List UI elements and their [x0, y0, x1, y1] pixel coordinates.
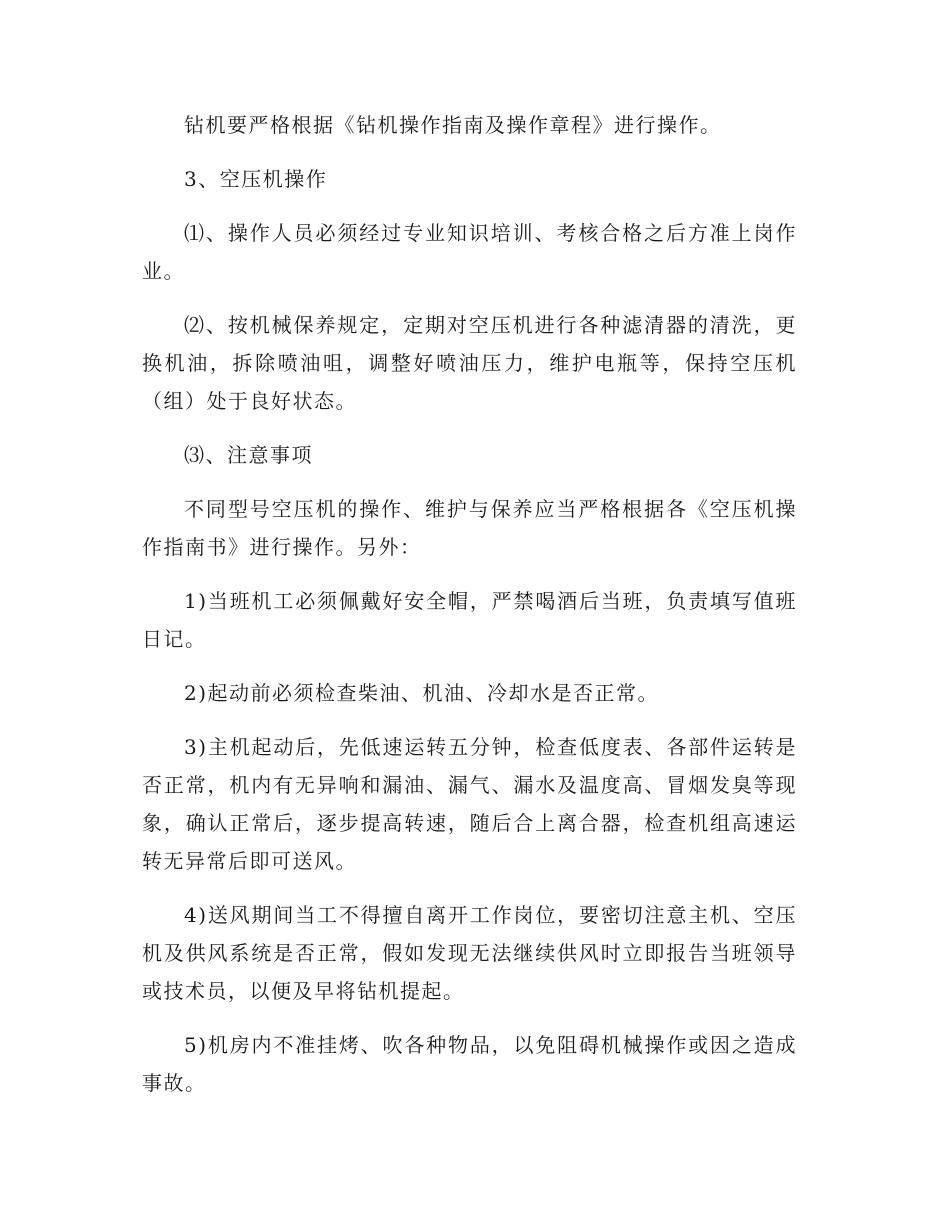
paragraph-drill-operation: 钻机要严格根据《钻机操作指南及操作章程》进行操作。	[184, 113, 722, 137]
list-item-2: 2)起动前必须检查柴油、机油、冷却水是否正常。	[184, 681, 660, 705]
paragraph-precautions-intro: 不同型号空压机的操作、维护与保养应当严格根据各《空压机操作指南书》进行操作。另外：	[142, 497, 797, 559]
paragraph-maintenance: ⑵、按机械保养规定，定期对空压机进行各种滤清器的清洗，更换机油，拆除喷油咀，调整好喷油压力，维护电瓶等，保持空压机（组）处于良好状态。	[142, 313, 797, 413]
subheading-precautions: ⑶、注意事项	[184, 443, 313, 467]
section-heading-air-compressor: 3、空压机操作	[184, 167, 328, 191]
list-item-4: 4)送风期间当工不得擅自离开工作岗位，要密切注意主机、空压机及供风系统是否正常，假如发现无法继续供风时立即报告当班领导或技术员，以便及早将钻机提起。	[142, 903, 797, 1003]
paragraph-operator-training: ⑴、操作人员必须经过专业知识培训、考核合格之后方准上岗作业。	[142, 221, 797, 283]
list-item-3: 3)主机起动后，先低速运转五分钟，检查低度表、各部件运转是否正常，机内有无异响和漏油、漏气、漏水及温度高、冒烟发臭等现象，确认正常后，逐步提高转速，随后合上离合器，检查机组高速运转无异常后即可送风。	[142, 735, 797, 873]
list-item-1: 1)当班机工必须佩戴好安全帽，严禁喝酒后当班，负责填写值班日记。	[142, 589, 797, 651]
list-item-5: 5)机房内不准挂烤、吹各种物品，以免阻碍机械操作或因之造成事故。	[142, 1033, 797, 1095]
document-body	[142, 106, 797, 1118]
